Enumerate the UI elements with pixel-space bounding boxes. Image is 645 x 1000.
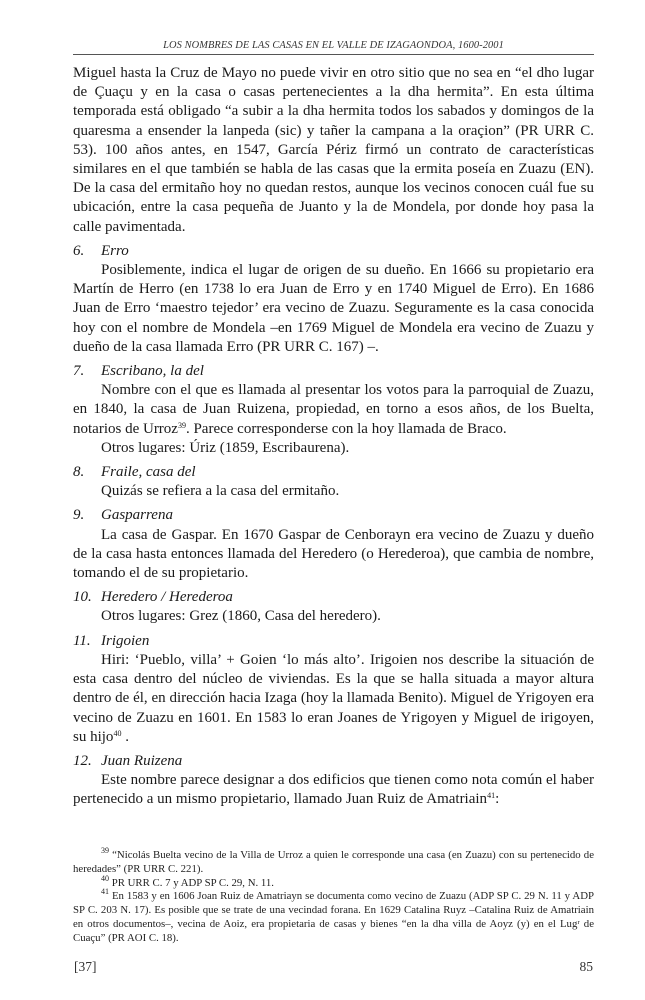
entry-number: 11.: [73, 632, 91, 649]
footnote-number: 39: [101, 846, 109, 855]
footnote-text: En 1583 y en 1606 Joan Ruiz de Amatriayn se documenta como vecino de Zuazu (ADP SP C. 29 N. 11 y ADP SP C. 203 N. 17). Es posible que se trate de una vecindad forana. En 1629 Catalina Ruyz –Catalina Ruiz de Amatriain en otros documentos–, vecina de Aoiz, era propietaria de casas y bienes “en la dha villa de Aoyz (y) en el Lugʳ de Cuaçu” (PR AOI C. 18).: [73, 890, 595, 944]
paragraph-text-tail: .: [121, 728, 129, 745]
paragraph-text-tail: :: [495, 791, 500, 808]
entry-heading: [73, 242, 594, 261]
footnotes: [73, 846, 595, 946]
entry-number: 12.: [73, 752, 92, 769]
entry-title: Erro: [101, 242, 129, 259]
entry-paragraph: [73, 261, 594, 357]
entry-number: 7.: [73, 363, 85, 380]
entry-paragraph: [73, 381, 594, 439]
footnote-number: 40: [101, 873, 109, 883]
entry-paragraph: [73, 526, 594, 584]
entry-heading: [73, 506, 594, 525]
footnote-reference[interactable]: 41: [487, 791, 496, 801]
entry-paragraph: [73, 771, 594, 809]
entry-number: 10.: [73, 589, 92, 606]
entry-title: Irigoien: [101, 632, 150, 649]
footnote: [73, 846, 595, 877]
paragraph-text: Nombre con el que es llamada al presentar los votos para la parroquial de Zuazu, en 1840, la casa de Juan Ruizena, propiedad, en torno a esos años, de los Buelta, notarios de Urroz: [73, 382, 594, 437]
entry-title: Heredero / Herederoa: [101, 589, 233, 606]
entry-paragraph: [73, 482, 594, 501]
footnote-text: “Nicolás Buelta vecino de la Villa de Urroz a quien le corresponde una casa (en Zuazu) con su pertenecido de heredades” (PR URR C. 221).: [73, 849, 595, 875]
entry-title: Escribano, la del: [101, 363, 204, 380]
paragraph-text: Otros lugares: Grez (1860, Casa del heredero).: [101, 608, 381, 625]
paragraph-text: Posiblemente, indica el lugar de origen de su dueño. En 1666 su propietario era Martín de Herro (en 1738 lo era Juan de Erro y en 1740 Miguel de Erro). En 1686 Juan de Erro ‘maestro tejedor’ era vecino de Zuazu. Seguramente es la casa conocida hoy con el nombre de Mondela –en 1769 Miguel de Mondela era vecino de Zuazu y dueño de la casa llamada Erro (PR URR C. 167) –.: [73, 262, 594, 355]
paragraph-text: Quizás se refiera a la casa del ermitaño.: [101, 483, 340, 500]
paragraph-text: Otros lugares: Úriz (1859, Escribaurena).: [101, 439, 350, 456]
page-number: 85: [579, 959, 593, 974]
entry-paragraph: [73, 439, 594, 458]
entry-heading: [73, 463, 594, 482]
entry-paragraph: [73, 607, 594, 626]
footnote-reference[interactable]: 39: [177, 420, 186, 430]
entry-paragraph: [73, 651, 594, 747]
entry-number: 9.: [73, 507, 85, 524]
entry-number: 8.: [73, 464, 85, 481]
running-head: LOS NOMBRES DE LAS CASAS EN EL VALLE DE IZAGAONDOA, 1600-2001: [73, 40, 594, 55]
main-text: [73, 64, 594, 810]
intro-paragraph: Miguel hasta la Cruz de Mayo no puede vivir en otro sitio que no sea en “el dho lugar de Çuaçu y en la casa o casas pertenecientes a la dha hermita”. En esta última temporada está obligado “a subir a la dha hermita todos los sabados y domingos de la quaresma a ensender la lanpeda (sic) y tañer la campana a la oraçion” (PR URR C. 53). 100 años antes, en 1547, García Périz firmó un contrato de características similares en el que también se habla de las casas que la ermita poseía en Zuazu (EN). De la casa del ermitaño hoy no quedan restos, aunque los vecinos conocen cuál fue su ubicación, entre la casa pequeña de Juanto y la de Mondela, por donde hoy pasa la calle pavimentada.: [73, 65, 594, 235]
entry-heading: [73, 632, 594, 651]
footnote-text: PR URR C. 7 y ADP SP C. 29, N. 11.: [111, 876, 274, 889]
entry-heading: [73, 588, 594, 607]
footnote: [73, 887, 595, 945]
paragraph-text: La casa de Gaspar. En 1670 Gaspar de Cenborayn era vecino de Zuazu y dueño de la casa hasta entonces llamada del Heredero (o Herederoa), que cambia de nombre, tomando el de su propietario.: [73, 526, 594, 582]
entry-title: Gasparrena: [101, 507, 173, 524]
entry-heading: [73, 752, 594, 771]
paragraph-text: Este nombre parece designar a dos edificios que tienen como nota común el haber pertenecido a un mismo propietario, llamado Juan Ruiz de Amatriain: [73, 772, 594, 808]
entry-number: 6.: [73, 242, 85, 259]
footnote-reference[interactable]: 40: [113, 728, 122, 738]
paragraph-text: Hiri: ‘Pueblo, villa’ + Goien ‘lo más alto’. Irigoien nos describe la situación de esta casa dentro del núcleo de viviendas. Es la que se halla situada a mayor altura dentro de él, en dirección hacia Izaga (hoy la llamada Benito). Miguel de Yrigoyen era vecino de Zuazu en 1601. En 1583 lo eran Joanes de Yrigoyen y Miguel de irigoyen, su hijo: [73, 651, 594, 745]
entry-heading: [73, 362, 594, 381]
entry-title: Juan Ruizena: [101, 752, 183, 769]
footnote-number: 41: [101, 887, 109, 897]
entries-list: [73, 242, 594, 810]
paragraph-text-tail: . Parece corresponderse con la hoy llamada de Braco.: [185, 420, 507, 437]
entry-title: Fraile, casa del: [101, 464, 196, 481]
footnote-list: [73, 846, 595, 946]
footnote: [73, 873, 594, 891]
bracket-page-number: [37]: [74, 959, 97, 974]
